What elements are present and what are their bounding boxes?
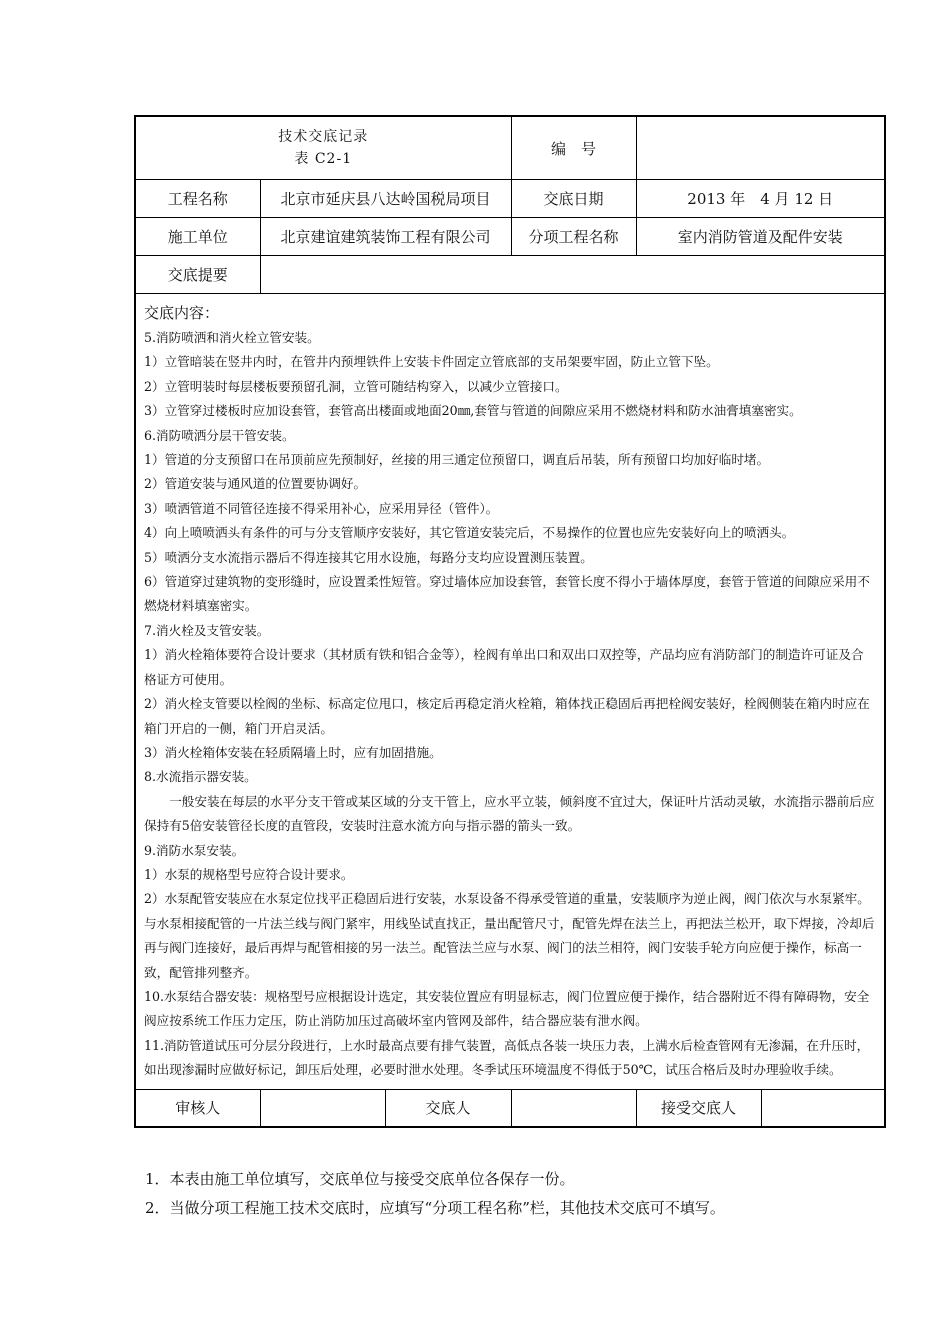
content-line: 一般安装在每层的水平分支干管或某区域的分支干管上，应水平立装，倾斜度不宜过大，保证叶片活动灵敏，水流指示器前后应保持有5倍安装管径长度的直管段，安装时注意水流方向与指示器的箭头一致。 <box>144 793 875 834</box>
content-line: 3）喷洒管道不同管径连接不得采用补心，应采用异径（管件）。 <box>144 500 499 516</box>
content-line: 4）向上喷喷洒头有条件的可与分支管顺序安装好，其它管道安装完后，不易操作的位置也应先安装好向上的喷洒头。 <box>144 525 795 541</box>
content-line: 3）立管穿过楼板时应加设套管，套管高出楼面或地面20㎜,套管与管道的间隙应采用不燃烧材料和防水油膏填塞密实。 <box>144 403 802 419</box>
form-title-main: 技术交底记录 <box>278 129 369 145</box>
content-line: 1）消火栓箱体要符合设计要求（其材质有铁和铝合金等），栓阀有单出口和双出口双控等，产品均应有消防部门的制造许可证及合格证方可使用。 <box>144 647 864 687</box>
discloser-label: 交底人 <box>385 1089 511 1127</box>
note-item: 2．当做分项工程施工技术交底时，应填写“分项工程名称”栏，其他技术交底可不填写。 <box>145 1199 725 1217</box>
content-line: 7.消火栓及支管安装。 <box>144 622 270 638</box>
technical-disclosure-form <box>134 115 884 1128</box>
receiver-field[interactable] <box>761 1089 885 1127</box>
summary-value[interactable] <box>260 256 885 294</box>
note-item: 1．本表由施工单位填写，交底单位与接受交底单位各保存一份。 <box>145 1170 575 1188</box>
number-label: 编 号 <box>511 116 636 180</box>
summary-label: 交底提要 <box>135 256 260 294</box>
content-line: 8.水流指示器安装。 <box>144 769 257 785</box>
content-line: 1）水泵的规格型号应符合设计要求。 <box>144 866 354 882</box>
content-line: 2）消火栓支管要以栓阀的坐标、标高定位甩口，核定后再稳定消火栓箱，箱体找正稳固后再把栓阀安装好，栓阀侧装在箱内时应在箱门开启的一侧，箱门开启灵活。 <box>144 696 870 736</box>
form-code: 表 C2-1 <box>294 151 353 167</box>
form-title <box>135 116 511 180</box>
discloser-field[interactable] <box>511 1089 636 1127</box>
subproject-label: 分项工程名称 <box>511 218 636 256</box>
form-table <box>134 115 886 1128</box>
content-line: 5.消防喷洒和消火栓立管安装。 <box>144 330 320 345</box>
content-heading: 交底内容： <box>144 304 220 322</box>
project-name-label: 工程名称 <box>135 180 260 218</box>
date-label: 交底日期 <box>511 180 636 218</box>
content-line: 2）水泵配管安装应在水泵定位找平正稳固后进行安装，水泵设备不得承受管道的重量，安装顺序为逆止阀，阀门依次与水泵紧牢。与水泵相接配管的一片法兰线与阀门紧牢，用线坠试直找正，量出配管尺寸，配管先焊在法兰上，再把法兰松开，取下焊接，冷却后再与阀门连接好，最后再焊与配管相接的另一法兰。配管法兰应与水泵、阀门的法兰相符，阀门安装手轮方向应便于操作，标高一致，配管排列整齐。 <box>144 891 875 980</box>
disclosure-content <box>135 294 885 1090</box>
content-line: 5）喷洒分支水流指示器后不得连接其它用水设施，每路分支均应设置测压装置。 <box>144 549 593 565</box>
content-line: 1）立管暗装在竖井内时，在管井内预埋铁件上安装卡件固定立管底部的支吊架要牢固，防止立管下坠。 <box>144 354 719 370</box>
contractor-label: 施工单位 <box>135 218 260 256</box>
content-line: 6.消防喷洒分层干管安装。 <box>144 427 295 443</box>
receiver-label: 接受交底人 <box>636 1089 761 1127</box>
content-line: 11.消防管道试压可分层分段进行，上水时最高点要有排气装置，高低点各装一块压力表，上满水后检查管网有无渗漏，在升压时，如出现渗漏时应做好标记，卸压后处理，必要时泄水处理。冬季试压环境温度不得低于50℃，试压合格后及时办理验收手续。 <box>144 1037 870 1078</box>
content-line: 1）管道的分支预留口在吊顶前应先预制好，丝接的用三通定位预留口，调直后吊装，所有预留口均加好临时堵。 <box>144 452 770 468</box>
content-line: 3）消火栓箱体安装在轻质隔墙上时，应有加固措施。 <box>144 744 442 760</box>
content-line: 9.消防水泵安装。 <box>144 842 245 858</box>
contractor-value[interactable]: 北京建谊建筑装饰工程有限公司 <box>260 218 511 256</box>
subproject-value[interactable]: 室内消防管道及配件安装 <box>636 218 885 256</box>
number-field[interactable] <box>636 116 885 180</box>
content-line: 6）管道穿过建筑物的变形缝时，应设置柔性短管。穿过墙体应加设套管，套管长度不得小于墙体厚度，套管于管道的间隙应采用不燃烧材料填塞密实。 <box>144 574 870 614</box>
date-value[interactable]: 2013 年 4 月 12 日 <box>636 180 885 218</box>
form-notes <box>145 1165 725 1223</box>
content-line: 10.水泵结合器安装：规格型号应根据设计选定，其安装位置应有明显标志，阀门位置应便于操作，结合器附近不得有障碍物，安全阀应按系统工作压力定压，防止消防加压过高破坏室内管网及部件，结合器应装有泄水阀。 <box>144 988 870 1029</box>
reviewer-label: 审核人 <box>135 1089 260 1127</box>
reviewer-field[interactable] <box>260 1089 385 1127</box>
content-line: 2）立管明装时每层楼板要预留孔洞，立管可随结构穿入，以减少立管接口。 <box>144 378 568 394</box>
content-line: 2）管道安装与通风道的位置要协调好。 <box>144 476 367 492</box>
project-name-value[interactable]: 北京市延庆县八达岭国税局项目 <box>260 180 511 218</box>
